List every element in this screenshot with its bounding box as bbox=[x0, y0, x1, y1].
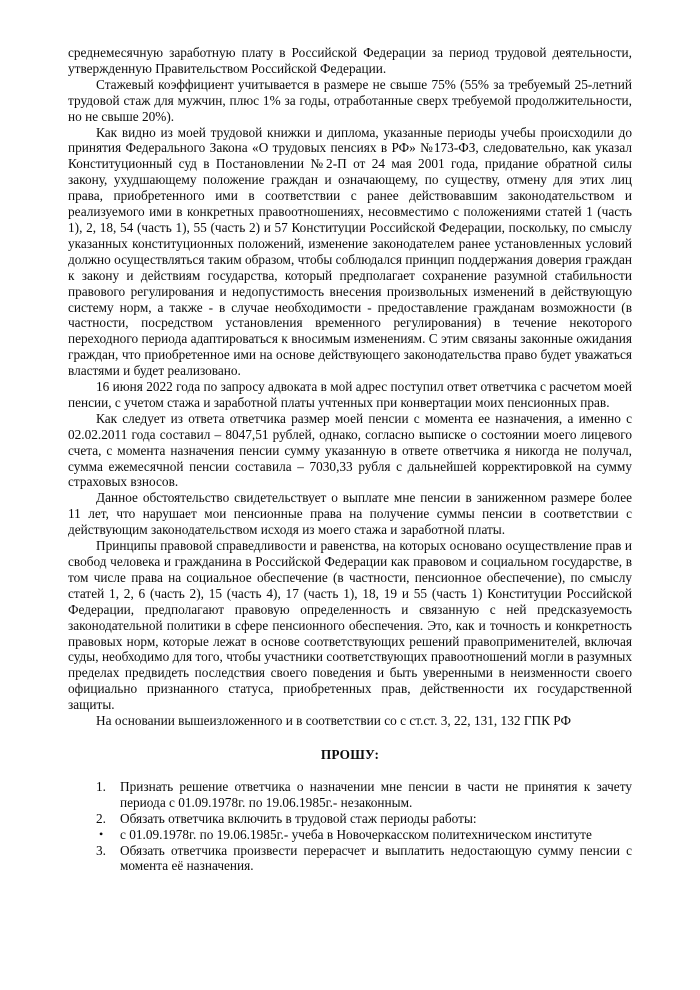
paragraph-zanizhenny-razmer: Данное обстоятельство свидетельствует о выплате мне пенсии в заниженном размере более 11 лет, что нарушает мои пенсионные права на получение суммы пенсии в соответствии с действующим законодательством исходя из моего стажа и заработной платы. bbox=[68, 490, 632, 538]
claims-list bbox=[68, 779, 632, 874]
paragraph-trudovaya-knizhka: Как видно из моей трудовой книжки и диплома, указанные периоды учебы происходили до принятия Федерального Закона «О трудовых пенсиях в РФ» №173-ФЗ, следовательно, как указал Конституционный суд в Постановлении №2-П от 24 мая 2001 года, придание обратной силы закону, ухудшающему положение граждан и означающему, по существу, отмену для этих лиц права, приобретенного ими в соответствии с ранее действовавшим законодательством и реализуемого ими в конкретных правоотношениях, несовместимо с положениями статей 1 (часть 1), 2, 18, 54 (часть 1), 55 (часть 2) и 57 Конституции Российской Федерации, поскольку, по смыслу указанных конституционных положений, изменение законодателем ранее установленных условий должно осуществляться таким образом, чтобы соблюдался принцип поддержания доверия граждан к закону и действиям государства, который предполагает сохранение разумной стабильности правового регулирования и недопустимость внесения произвольных изменений в действующую систему норм, а также - в случае необходимости - предоставление гражданам возможности (в частности, посредством установления временного регулирования) в течение некоторого переходного периода адаптироваться к вносимым изменениям. С этим связаны законные ожидания граждан, что приобретенное ими на основе действующего законодательства право будет уважаться властями и будет реализовано. bbox=[68, 124, 632, 379]
paragraph-na-osnovanii: На основании вышеизложенного и в соответствии со с ст.ст. 3, 22, 131, 132 ГПК РФ bbox=[96, 713, 571, 729]
document-body bbox=[68, 45, 632, 874]
claim-item-bullet-study-period: • с 01.09.1978г. по 19.06.1985г.- учеба в Новочеркасском политехническом институте bbox=[68, 827, 632, 843]
paragraph-continuation: среднемесячную заработную плату в Российской Федерации за период трудовой деятельности, утвержденную Правительством Российской Федерации. bbox=[68, 45, 632, 76]
paragraph-stazhevy-koefficient: Стажевый коэффициент учитывается в размере не свыше 75% (55% за требуемый 25-летний трудовой стаж для мужчин, плюс 1% за годы, отработанные сверх требуемой продолжительности, но не свыше 20%). bbox=[68, 76, 632, 124]
paragraph-razmer-pensii: Как следует из ответа ответчика размер моей пенсии с момента ее назначения, а именно с 02.02.2011 года составил – 8047,51 рублей, однако, согласно выписке о состоянии моего лицевого счета, с момента назначения пенсии сумму указанную в ответе ответчика я никогда не получал, сумма ежемесячной пенсии составила – 7030,33 рубля с дальнейшей корректировкой на сумму страховых взносов. bbox=[68, 410, 632, 490]
paragraph-otvet-otvetchika-date: 16 июня 2022 года по запросу адвоката в мой адрес поступил ответ ответчика с расчетом моей пенсии, с учетом стажа и заработной платы учтенных при конвертации моих пенсионных прав. bbox=[68, 379, 632, 410]
claim-item-2: Обязать ответчика включить в трудовой стаж периоды работы: bbox=[120, 810, 477, 826]
claim-item-3: Обязать ответчика произвести перерасчет и выплатить недостающую сумму пенсии с момента её назначения. bbox=[120, 842, 632, 874]
paragraph-principy-spravedlivosti: Принципы правовой справедливости и равенства, на которых основано осуществление прав и свобод человека и гражданина в Российской Федерации как правовом и социальном государстве, в том числе права на социальное обеспечение (в частности, пенсионное обеспечение), по смыслу статей 1, 2, 6 (часть 2), 15 (часть 4), 17 (часть 1), 18, 19 и 55 (часть 1) Конституции Российской Федерации, предполагают правовую определенность и связанную с ней предсказуемость законодательной политики в сфере пенсионного обеспечения. Это, как и точность и конкретность правовых норм, которые лежат в основе соответствующих решений правоприменителей, включая суды, необходимо для того, чтобы участники соответствующих правоотношений могли в разумных пределах предвидеть последствия своего поведения и быть уверенными в неизменности своего официально признанного статуса, приобретенных прав, действенности их государственной защиты. bbox=[68, 538, 632, 713]
heading-proshu: ПРОШУ: bbox=[320, 746, 380, 762]
claim-item-1: Признать решение ответчика о назначении мне пенсии в части не принятия к зачету периода с 01.09.1978г. по 19.06.1985г.- незаконным. bbox=[120, 778, 632, 810]
